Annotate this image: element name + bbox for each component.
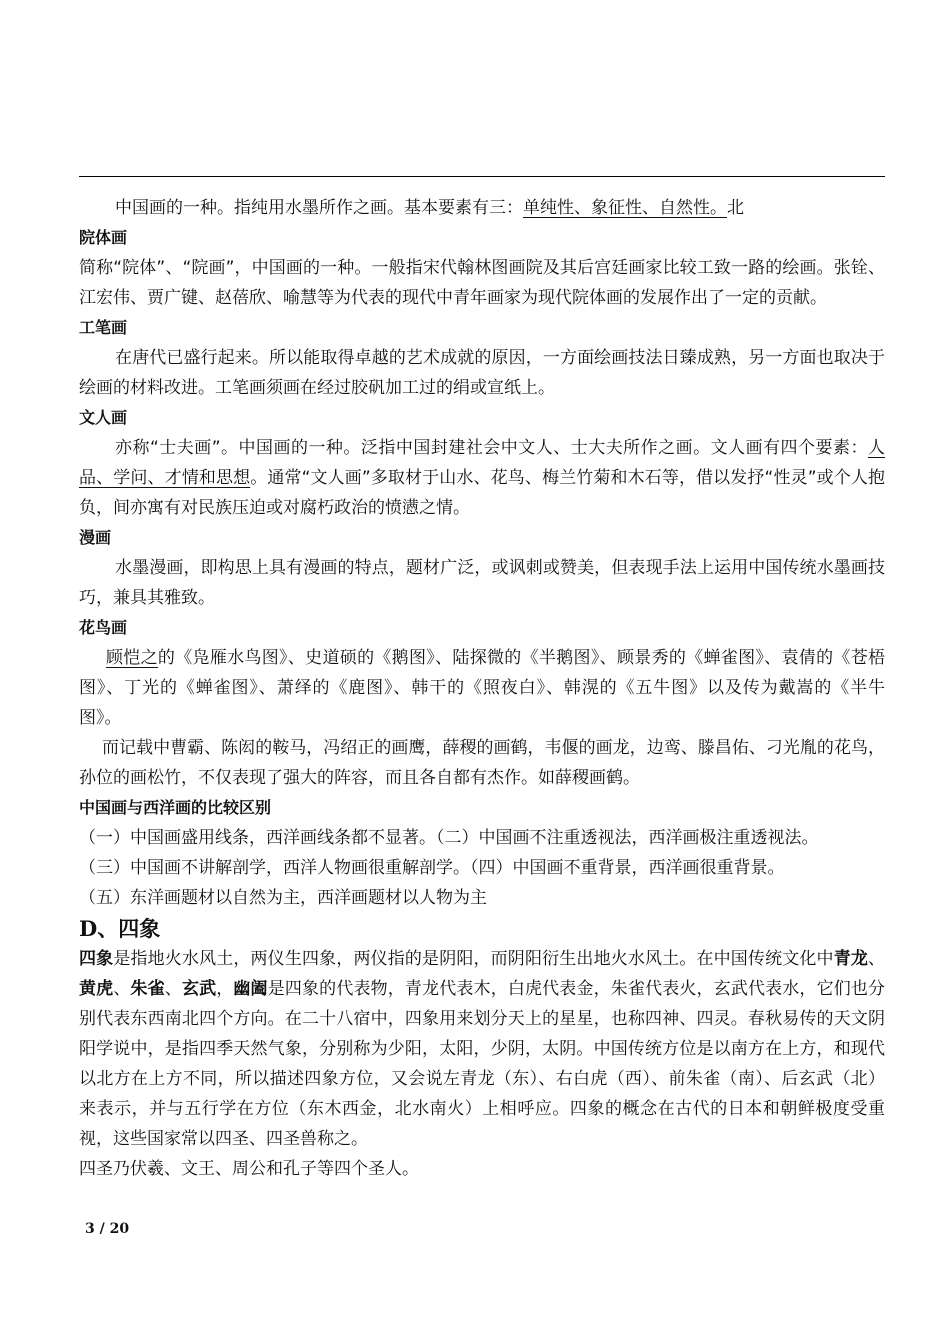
sixiang-sep-3: 、 bbox=[164, 979, 182, 999]
wenren-underlined-elements: 人品、学问、才情和思想 bbox=[79, 438, 885, 488]
sixiang-zhuque: 朱雀 bbox=[130, 979, 165, 999]
sixiang-text-1: 是指地火水风土，两仪生四象，两仪指的是阴阳，而阴阳衍生出地火水风土。在中国传统文化中 bbox=[113, 949, 834, 969]
heading-sixiang: D、四象 bbox=[79, 916, 161, 941]
heading-gongbi: 工笔画 bbox=[79, 318, 128, 337]
gongbi-body: 在唐代已盛行起来。所以能取得卓越的艺术成就的原因，一方面绘画技法日臻成熟，另一方面也取决于绘画的材料改进。工笔画须画在经过胶矾加工过的绢或宣纸上。 bbox=[79, 348, 885, 398]
sixiang-term: 四象 bbox=[79, 949, 114, 969]
heading-manhua: 漫画 bbox=[79, 528, 112, 547]
ink-text-a: 中国画的一种。指纯用水墨所作之画。基本要素有三： bbox=[115, 198, 523, 218]
sixiang-text-2: 是四象的代表物，青龙代表木，白虎代表金，朱雀代表火，玄武代表水，它们也分别代表东西南北四个方向。在二十八宿中，四象用来划分天上的星星，也称四神、四灵。春秋易传的天文阴阳学说中，是指四季天然气象，分别称为少阳，太阳，少阴，太阴。中国传统方位是以南方在上方，和现代以北方在上方不同，所以描述四象方位，又会说左青龙（东）、右白虎（西）、前朱雀（南）、后玄武（北）来表示，并与五行学在方位（东木西金，北水南火）上相呼应。四象的概念在古代的日本和朝鲜极度受重视，这些国家常以四圣、四圣兽称之。 bbox=[79, 979, 886, 1149]
compare-line-2: （三）中国画不讲解剖学，西洋人物画很重解剖学。（四）中国画不重背景，西洋画很重背景。 bbox=[79, 858, 785, 878]
huaniao-paragraph-1 bbox=[79, 643, 885, 733]
heading-compare: 中国画与西洋画的比较区别 bbox=[79, 798, 272, 817]
manhua-body: 水墨漫画，即构思上具有漫画的特点，题材广泛，或讽刺或赞美，但表现手法上运用中国传统水墨画技巧，兼具其雅致。 bbox=[79, 558, 885, 608]
sixiang-body bbox=[79, 944, 885, 1154]
wenren-body bbox=[79, 433, 885, 523]
sixiang-sep-4: ， bbox=[216, 979, 234, 999]
compare-line-3: （五）东洋画题材以自然为主，西洋画题材以人物为主 bbox=[79, 888, 487, 908]
wenren-text-b: 。通常“文人画”多取材于山水、花鸟、梅兰竹菊和木石等，借以发抒“性灵”或个人抱负，间亦寓有对民族压迫或对腐朽政治的愤懑之情。 bbox=[79, 468, 885, 518]
heading-huaniao: 花鸟画 bbox=[79, 618, 128, 637]
sixiang-qinglong: 青龙 bbox=[833, 949, 869, 969]
yuanti-body: 简称“院体”、“院画”，中国画的一种。一般指宋代翰林图画院及其后宫廷画家比较工致一路的绘画。张铨、江宏伟、贾广键、赵蓓欣、喻慧等为代表的现代中青年画家为现代院体画的发展作出了一定的贡献。 bbox=[79, 258, 885, 308]
huaniao-paragraph-2: 而记载中曹霸、陈闳的鞍马，冯绍正的画鹰，薛稷的画鹤，韦偃的画龙，边鸾、滕昌佑、刁光胤的花鸟，孙位的画松竹，不仅表现了强大的阵容，而且各自都有杰作。如薛稷画鹤。 bbox=[79, 738, 885, 788]
sixiang-last-line: 四圣乃伏羲、文王、周公和孔子等四个圣人。 bbox=[79, 1159, 419, 1179]
sixiang-sep-2: 、 bbox=[113, 979, 131, 999]
page-number: 3 / 20 bbox=[85, 1221, 130, 1237]
sixiang-sep-1: 、 bbox=[868, 949, 886, 969]
compare-line-1: （一）中国画盛用线条，西洋画线条都不显著。（二）中国画不注重透视法，西洋画极注重透视法。 bbox=[79, 828, 819, 848]
sixiang-huanghu: 黄虎 bbox=[79, 979, 114, 999]
document-body bbox=[79, 193, 885, 1184]
huaniao-p1-text: 的《凫雁水鸟图》、史道硕的《鹅图》、陆探微的《半鹅图》、顾景秀的《蝉雀图》、袁倩的《苍梧图》、丁光的《蝉雀图》、萧绎的《鹿图》、韩干的《照夜白》、韩滉的《五牛图》以及传为戴嵩的《半牛图》。 bbox=[79, 648, 886, 728]
ink-text-b: 北 bbox=[727, 198, 744, 218]
ink-painting-tail bbox=[79, 193, 885, 223]
heading-wenren: 文人画 bbox=[79, 408, 128, 427]
heading-yuanti: 院体画 bbox=[79, 228, 128, 247]
sixiang-xuanwu: 玄武 bbox=[181, 979, 217, 999]
huaniao-underlined-painter: 顾恺之 bbox=[106, 648, 158, 668]
ink-underlined-elements: 单纯性、象征性、自然性。 bbox=[523, 198, 727, 218]
header-rule bbox=[79, 176, 885, 177]
sixiang-youhe: 幽阖 bbox=[233, 979, 268, 999]
wenren-text-a: 亦称“士夫画”。中国画的一种。泛指中国封建社会中文人、士大夫所作之画。文人画有四个要素： bbox=[115, 438, 868, 458]
